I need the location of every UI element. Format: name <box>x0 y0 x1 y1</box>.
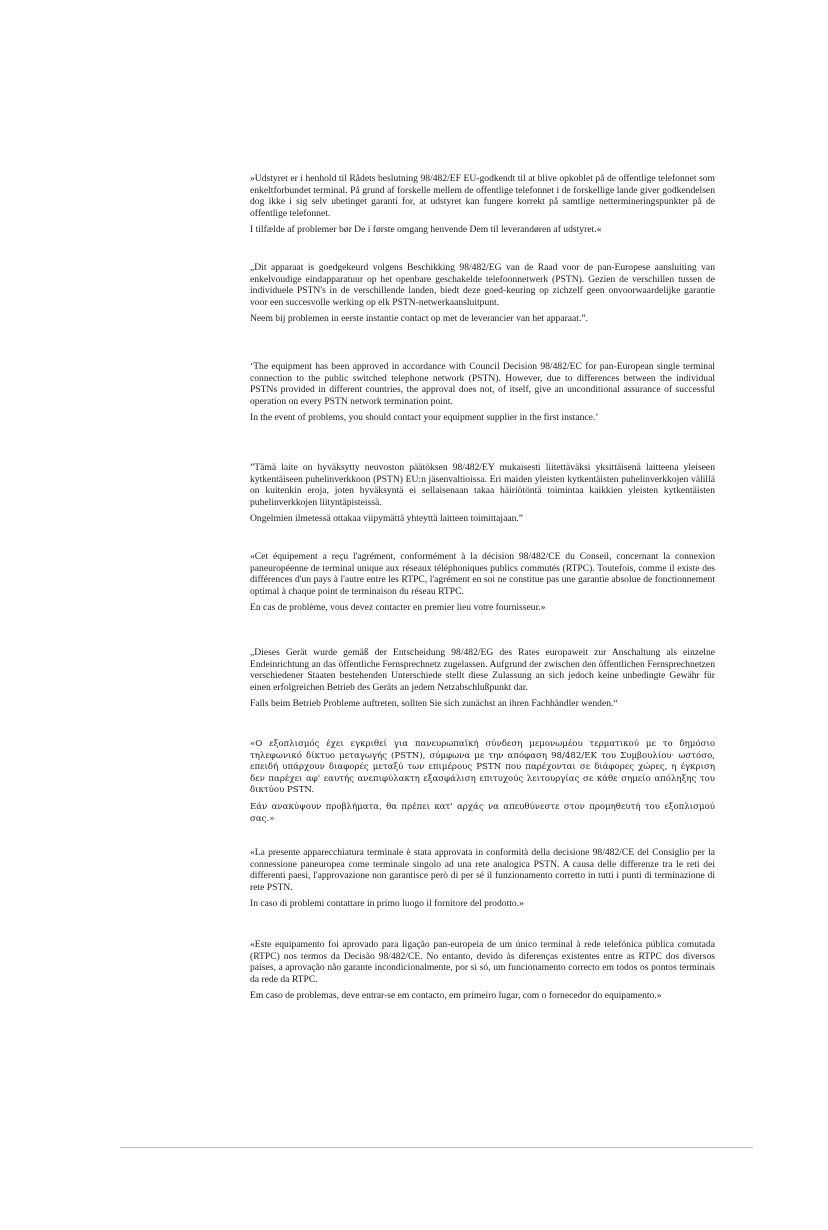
notice-german <box>250 647 715 710</box>
notice-english <box>250 361 715 424</box>
notice-contact-note: Εάν ανακύψουν προβλήματα, θα πρέπει κατ' αρχάς να απευθύνεστε στον προμηθευτή του εξοπλισμού σας.» <box>250 801 715 824</box>
notice-body: ‘The equipment has been approved in accordance with Council Decision 98/482/EC for pan-European single terminal connection to the public switched telephone network (PSTN). However, due to differences between the individual PSTNs provided in different countries, the approval does not, of itself, give an unconditional assurance of successful operation on every PSTN network termination point. <box>250 361 715 407</box>
notice-contact-note: Em caso de problemas, deve entrar-se em contacto, em primeiro lugar, com o fornecedor do equipamento.» <box>250 990 662 1002</box>
notice-body: »Udstyret er i henhold til Rådets beslutning 98/482/EF EU-godkendt til at blive opkoblet på de offentlige telefonnet som enkeltforbundet terminal. På grund af forskelle mellem de offentlige telefonnet i de forskellige lande giver godkendelsen dog ikke i sig selv ubetinget garanti for, at udstyret kan fungere korrekt på samtlige nettermineringspunkter på de offentlige telefonnet. <box>250 173 715 219</box>
notice-body: ”Tämä laite on hyväksytty neuvoston päätöksen 98/482/EY mukaisesti liitettäväksi yksittäisenä laitteena yleiseen kytkentäiseen puhelinverkkoon (PSTN) EU:n jäsenvaltioissa. Eri maiden yleisten kytkentäisten puhelinverkkojen välillä on kuitenkin eroja, joten hyväksyntä ei sellaisenaan takaa häiriötöntä toimintaa kaikkien yleisten kytkentäisten puhelinverkkojen liityntäpisteissä. <box>250 462 715 508</box>
notice-portuguese <box>250 939 715 1002</box>
notice-body: „Dit apparaat is goedgekeurd volgens Beschikking 98/482/EG van de Raad voor de pan-Europese aansluiting van enkelvoudige eindapparatuur op het openbare geschakelde telefoonnetwerk (PSTN). Gezien de verschillen tussen de individuele PSTN's in de verschillende landen, biedt deze goed-keuring op zichzelf geen onvoorwaardelijke garantie voor een succesvolle werking op elk PSTN-netwerkaansluitpunt. <box>250 262 715 308</box>
notice-french <box>250 551 715 614</box>
notice-body: «Este equipamento foi aprovado para ligação pan-europeia de um único terminal à rede telefónica pública comutada (RTPC) nos termos da Decisão 98/482/CE. No entanto, devido às diferenças existentes entre as RTPC dos diversos países, a aprovação não garante incondicionalmente, por si só, um funcionamento correcto em todos os pontos terminais da rede da RTPC. <box>250 939 715 985</box>
notice-body: «La presente apparecchiatura terminale è stata approvata in conformità della decisione 98/482/CE del Consiglio per la connessione paneuropea come terminale singolo ad una rete analogica PSTN. A causa delle differenze tra le reti dei differenti paesi, l'approvazione non garantisce però di per sé il funzionamento corretto in tutti i punti di terminazione di rete PSTN. <box>250 847 715 893</box>
notice-body: «Ο εξοπλισμός έχει εγκριθεί για πανευρωπαϊκή σύνδεση μεμονωμέου τερματικού με το δημόσιο τηλεφωνικό δίκτυο μεταγωγής (PSTN), σύμφωνα με την απόφαση 98/482/ΕΚ του Συμβουλίου· ωστόσο, επειδή υπάρχουν διαφορές μεταξύ των επιμέρους PSTN που παρέχονται σε διάφορες χώρες, η έγκριση δεν παρέχει αφ' εαυτής ανεπιφύλακτη εξασφάλιση επιτυχούς λειτουργίας σε κάθε σημείο απόληξης του δικτύου PSTN. <box>250 739 715 796</box>
footer-divider <box>120 1147 753 1148</box>
notice-contact-note: Falls beim Betrieb Probleme auftreten, sollten Sie sich zunächst an ihren Fachhändler wenden.“ <box>250 698 618 710</box>
notice-greek <box>250 739 715 825</box>
notice-body: «Cet équipement a reçu l'agrément, conformément à la décision 98/482/CE du Conseil, concernant la connexion paneuropéenne de terminal unique aux réseaux téléphoniques publics commutés (RTPC). Toutefois, comme il existe des différences d'un pays à l'autre entre les RTPC, l'agrément en soi ne constitue pas une garantie absolue de fonctionnement optimal à chaque point de terminaison du réseau RTPC. <box>250 551 715 597</box>
notice-body: „Dieses Gerät wurde gemäß der Entscheidung 98/482/EG des Rates europaweit zur Anschaltung als einzelne Endeinrichtung an das öffentliche Fernsprechnetz zugelassen. Aufgrund der zwischen den öffentlichen Fernsprechnetzen verschiedener Staaten bestehenden Unterschiede stellt diese Zulassung an sich jedoch keine unbedingte Gewähr für einen erfolgreichen Betrieb des Geräts an jedem Netzabschlußpunkt dar. <box>250 647 715 693</box>
notice-contact-note: Neem bij problemen in eerste instantie contact op met de leverancier van het apparaat.”. <box>250 313 589 325</box>
notice-finnish <box>250 462 715 525</box>
notice-dutch <box>250 262 715 325</box>
notice-contact-note: En cas de problème, vous devez contacter en premier lieu votre fournisseur.» <box>250 602 546 614</box>
notice-contact-note: I tilfælde af problemer bør De i første omgang henvende Dem til leverandøren af udstyret.« <box>250 224 602 236</box>
notice-contact-note: In caso di problemi contattare in primo luogo il fornitore del prodotto.» <box>250 898 524 910</box>
notice-contact-note: In the event of problems, you should contact your equipment supplier in the first instance.’ <box>250 412 599 424</box>
notice-danish <box>250 173 715 236</box>
notice-contact-note: Ongelmien ilmetessä ottakaa viipymättä yhteyttä laitteen toimittajaan.” <box>250 513 524 525</box>
notice-italian <box>250 847 715 910</box>
